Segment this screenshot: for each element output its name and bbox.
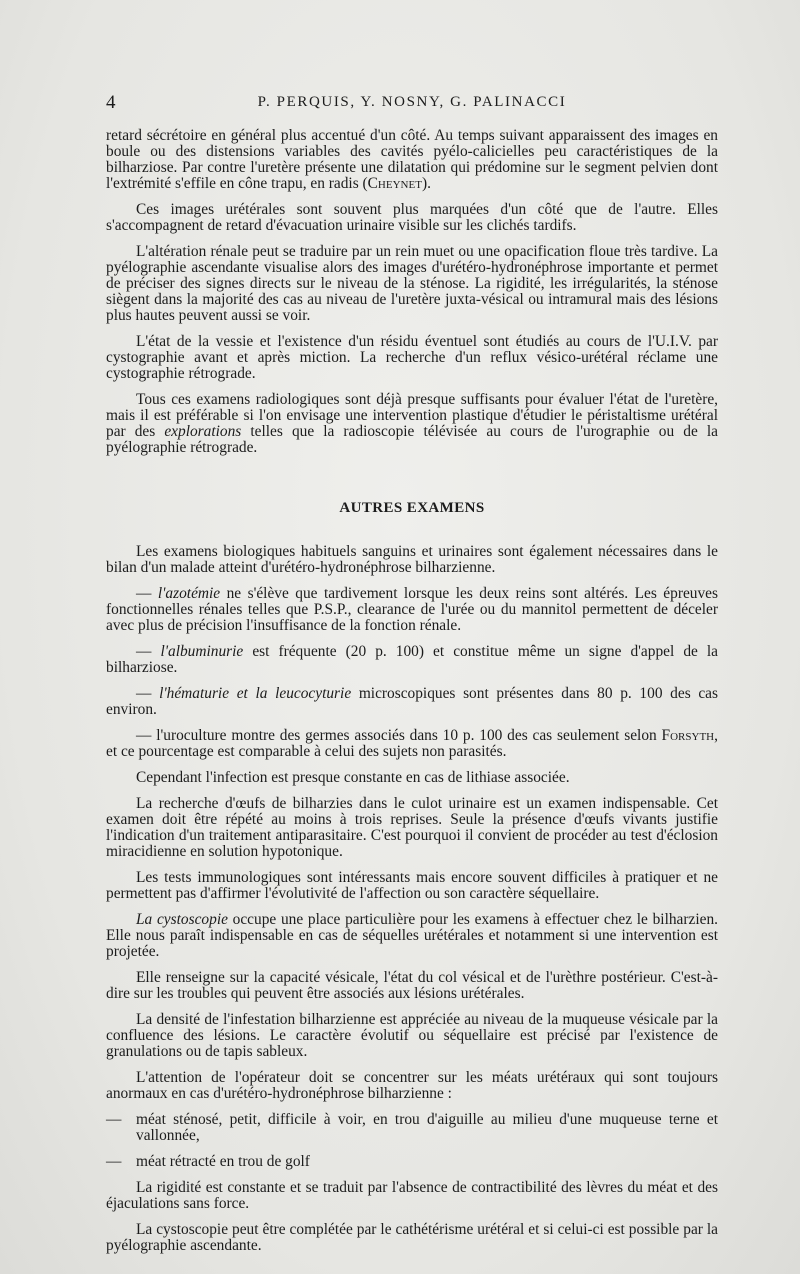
paragraph: La cystoscopie peut être complétée par le cathétérisme urétéral et si celui-ci est possible par la pyélographie ascendante. bbox=[106, 1221, 718, 1254]
paragraph: Les examens biologiques habituels sanguins et urinaires sont également nécessaires dans le bilan d'un malade atteint d'urétéro-hydronéphrose bilharzienne. bbox=[106, 543, 718, 576]
author-name: Cheynet bbox=[367, 175, 422, 192]
paragraph: Les tests immunologiques sont intéressants mais encore souvent difficiles à pratiquer et ne permettent pas d'affirmer l'évolutivité de l'affection ou son caractère séquellaire. bbox=[106, 869, 718, 902]
list-item: — l'azotémie ne s'élève que tardivement lorsque les deux reins sont altérés. Les épreuves fonctionnelles rénales telles que P.S.P., clearance de l'urée ou du mannitol permettent de déceler avec plus de précision l'insuffisance de la fonction rénale. bbox=[106, 585, 718, 634]
paragraph: retard sécrétoire en général plus accentué d'un côté. Au temps suivant apparaissent des images en boule ou des distensions variables des cavités pyélo-calicielles peu caractéristiques de la bilharziose. Par contre l'uretère présente une dilatation qui prédomine sur le segment pelvien dont l'extrémité s'effile en cône trapu, en radis (Cheynet). bbox=[106, 127, 718, 192]
paragraph: La rigidité est constante et se traduit par l'absence de contractibilité des lèvres du méat et des éjaculations sans force. bbox=[106, 1179, 718, 1212]
running-header bbox=[106, 92, 718, 120]
authors-header: P. PERQUIS, Y. NOSNY, G. PALINACCI bbox=[257, 94, 567, 110]
paragraph: L'état de la vessie et l'existence d'un résidu éventuel sont étudiés au cours de l'U.I.V. par cystographie avant et après miction. La recherche d'un reflux vésico-urétéral réclame une cystographie rétrograde. bbox=[106, 333, 718, 382]
list-item: — l'albuminurie est fréquente (20 p. 100) et constitue même un signe d'appel de la bilharziose. bbox=[106, 643, 718, 676]
section-title: AUTRES EXAMENS bbox=[339, 500, 485, 516]
paragraph: L'altération rénale peut se traduire par un rein muet ou une opacification floue très tardive. La pyélographie ascendante visualise alors des images d'urétéro-hydronéphrose importante et permet de préciser des signes directs sur le niveau de la sténose. La rigidité, les irrégularités, la sténose siègent dans la majorité des cas au niveau de l'uretère juxta-vésical ou intramural mais des lésions plus hautes peuvent aussi se voir. bbox=[106, 243, 718, 324]
list-item: — l'hématurie et la leucocyturie microscopiques sont présentes dans 80 p. 100 des cas environ. bbox=[106, 685, 719, 718]
paragraph: La recherche d'œufs de bilharzies dans le culot urinaire est un examen indispensable. Cet examen doit être répété au moins à trois reprises. Seule la présence d'œufs vivants justifie l'indication d'un traitement antiparasitaire. C'est pourquoi il convient de procéder au test d'éclosion miracidienne en solution hypotonique. bbox=[106, 795, 718, 860]
paragraph: Elle renseigne sur la capacité vésicale, l'état du col vésical et de l'urèthre postérieur. C'est-à-dire sur les troubles qui peuvent être associés aux lésions urétérales. bbox=[106, 969, 718, 1002]
list-item: — méat rétracté en trou de golf bbox=[106, 1153, 310, 1170]
paragraph: La densité de l'infestation bilharzienne est appréciée au niveau de la muqueuse vésicale par la confluence des lésions. Le caractère évolutif ou séquellaire est précisé par l'existence de granulations ou de tapis sableux. bbox=[106, 1011, 718, 1060]
list-item: — l'uroculture montre des germes associés dans 10 p. 100 des cas seulement selon Forsyth, et ce pourcentage est comparable à celui des sujets non parasités. bbox=[106, 727, 718, 760]
paragraph: Cependant l'infection est presque constante en cas de lithiase associée. bbox=[136, 769, 570, 786]
paragraph: L'attention de l'opérateur doit se concentrer sur les méats urétéraux qui sont toujours anormaux en cas d'urétéro-hydronéphrose bilharzienne : bbox=[106, 1069, 718, 1102]
article-body bbox=[106, 128, 718, 1264]
paragraph: Ces images urétérales sont souvent plus marquées d'un côté que de l'autre. Elles s'accompagnent de retard d'évacuation urinaire visible sur les clichés tardifs. bbox=[106, 201, 718, 234]
author-name: Forsyth bbox=[661, 727, 715, 744]
paragraph: Tous ces examens radiologiques sont déjà presque suffisants pour évaluer l'état de l'uretère, mais il est préférable si l'on envisage une intervention plastique d'étudier le péristaltisme urétéral par des explorations telles que la radioscopie télévisée au cours de l'urographie ou de la pyélographie rétrograde. bbox=[106, 391, 718, 456]
list-item: — méat sténosé, petit, difficile à voir, en trou d'aiguille au milieu d'une muqueuse terne et vallonnée, bbox=[106, 1111, 718, 1144]
paragraph: La cystoscopie occupe une place particulière pour les examens à effectuer chez le bilharzien. Elle nous paraît indispensable en cas de séquelles urétérales et notamment si une intervention est projetée. bbox=[106, 911, 718, 960]
page-number: 4 bbox=[106, 92, 116, 113]
